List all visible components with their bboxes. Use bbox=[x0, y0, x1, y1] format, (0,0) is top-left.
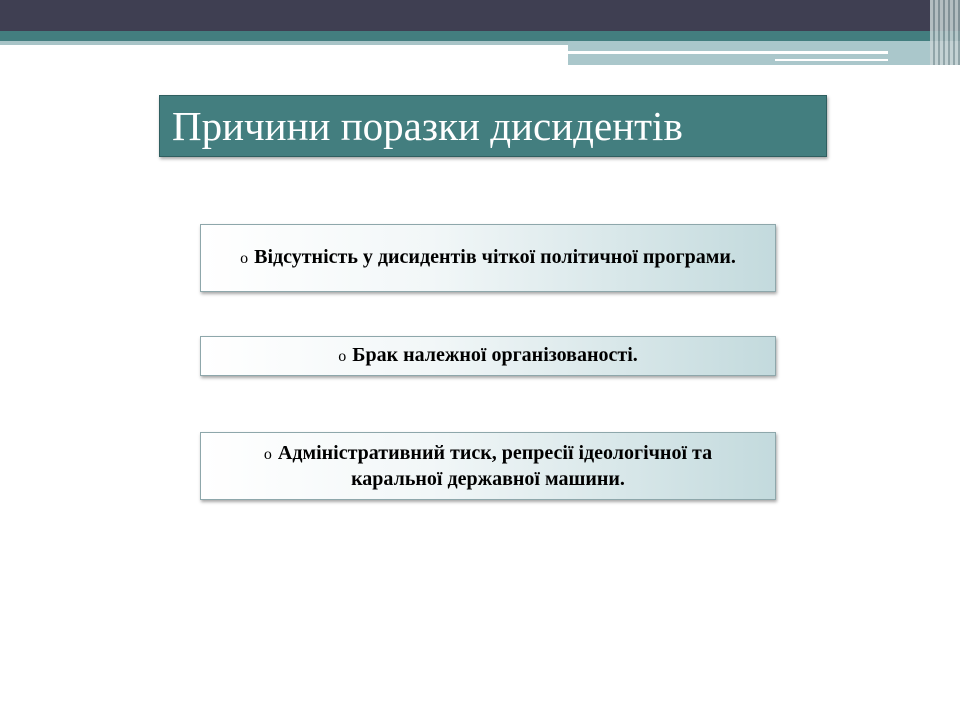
bullet-icon: o bbox=[338, 348, 347, 365]
cause-text-3 bbox=[221, 441, 755, 491]
cause-text-2 bbox=[338, 343, 638, 369]
header-dark-bar bbox=[0, 0, 960, 31]
cause-label-3: Адміністративний тиск, репресії ідеологічної та каральної державної машини. bbox=[277, 442, 713, 490]
header-white-line bbox=[568, 51, 888, 54]
slide-title: Причини поразки дисидентів bbox=[172, 102, 683, 149]
header-stripes-decoration bbox=[930, 0, 960, 65]
cause-text-1 bbox=[240, 245, 736, 271]
header-white-line-short bbox=[775, 59, 888, 61]
header-light-strip-left bbox=[0, 41, 568, 45]
header-teal-bar bbox=[0, 31, 960, 41]
cause-box-2 bbox=[200, 336, 776, 376]
cause-label-2: Брак належної організованості. bbox=[352, 344, 638, 366]
cause-label-1: Відсутність у дисидентів чіткої політичної програми. bbox=[254, 246, 736, 268]
bullet-icon: o bbox=[263, 446, 272, 463]
bullet-icon: o bbox=[240, 250, 249, 267]
cause-box-1 bbox=[200, 224, 776, 292]
cause-box-3 bbox=[200, 432, 776, 500]
slide-title-box bbox=[159, 95, 827, 157]
